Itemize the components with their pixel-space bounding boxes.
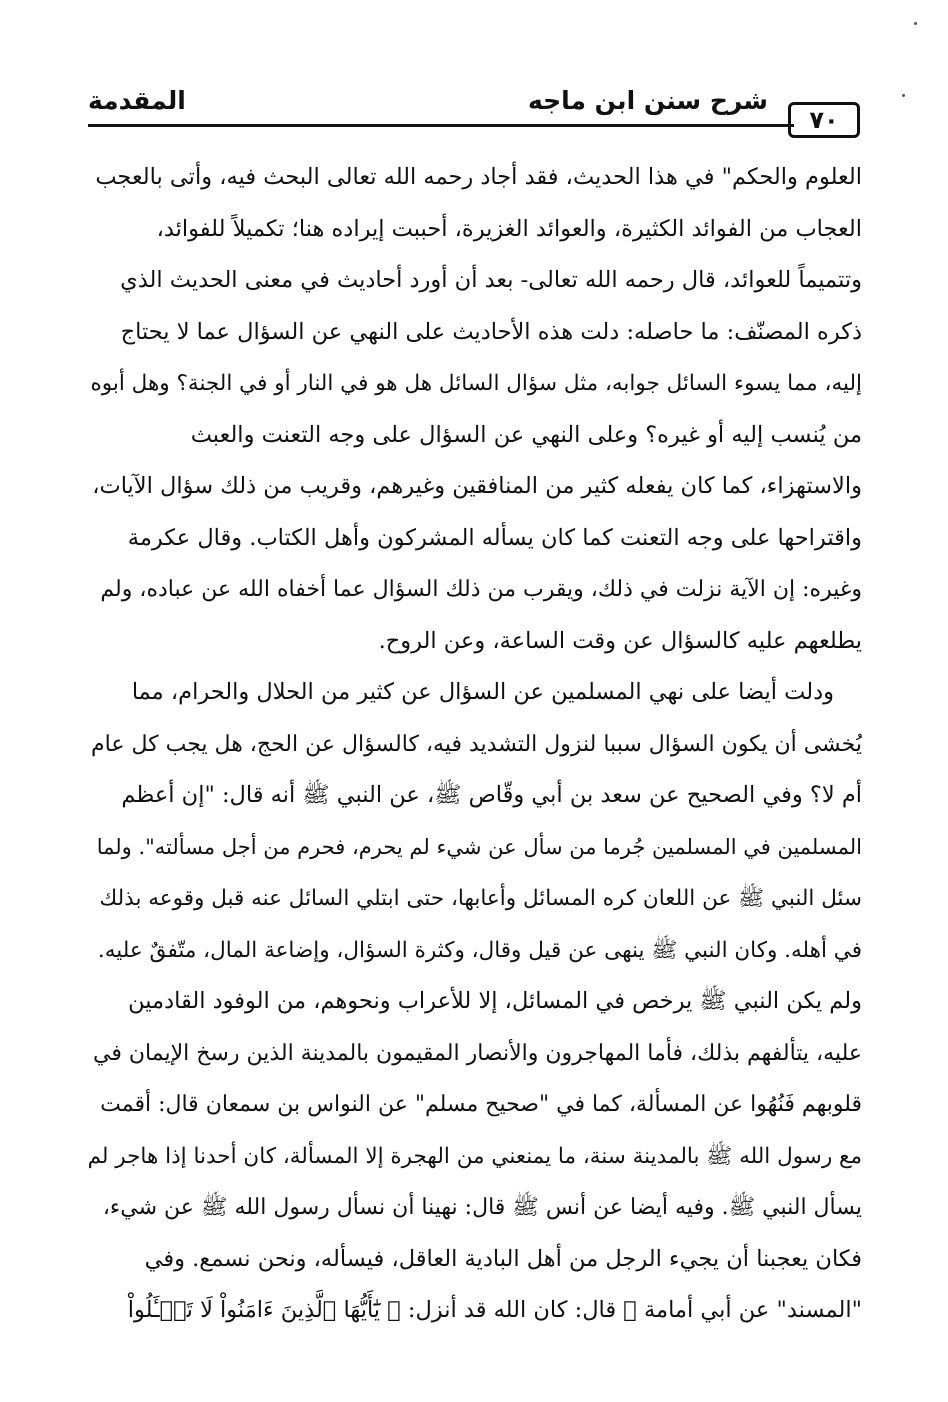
- page-header: [88, 82, 860, 142]
- text-line: العلوم والحكم" في هذا الحديث، فقد أجاد رحمه الله تعالى البحث فيه، وأتى بالعجب: [95, 164, 862, 190]
- text-line: "المسند" عن أبي أمامة ﷺ قال: كان الله قد أنزل: ﴿ يَٰٓأَيُّهَا ٱلَّذِينَ ءَامَنُواْ لَا تَسۡـَٔلُواْ: [127, 1297, 862, 1323]
- text-line: ولم يكن النبي ﷺ يرخص في المسائل، إلا للأعراب ونحوهم، من الوفود القادمين: [128, 988, 862, 1014]
- text-line: وغيره: إن الآية نزلت في ذلك، ويقرب من ذلك السؤال عما أخفاه الله عن عباده، ولم: [100, 577, 862, 602]
- text-line: سئل النبي ﷺ عن اللعان كره المسائل وأعابها، حتى ابتلي السائل عنه قبل وقوعه بذلك: [99, 886, 862, 911]
- text-line: المسلمين في المسلمين جُرما من سأل عن شيء لم يحرم، فحرم من أجل مسألته". ولما: [96, 834, 862, 859]
- text-line: عليه، يتألفهم بذلك، فأما المهاجرون والأنصار المقيمون بالمدينة الذين رسخ الإيمان في: [93, 1040, 862, 1066]
- text-line: مع رسول الله ﷺ بالمدينة سنة، ما يمنعني من الهجرة إلا المسألة، كان أحدنا إذا هاجر لم: [88, 1143, 862, 1169]
- text-line: واقتراحها على وجه التعنت كما كان يسأله المشركون وأهل الكتاب. وقال عكرمة: [127, 524, 862, 551]
- text-line: قلوبهم فَنُهُوا عن المسألة، كما في "صحيح مسلم" عن النواس بن سمعان قال: أقمت: [100, 1092, 862, 1117]
- body-text: [88, 152, 862, 1337]
- header-rule: [88, 124, 794, 127]
- text-line: يسأل النبي ﷺ. وفيه أيضا عن أنس ﷺ قال: نهينا أن نسأل رسول الله ﷺ عن شيء،: [102, 1195, 862, 1220]
- text-line: وتتميماً للعوائد، قال رحمه الله تعالى- بعد أن أورد أحاديث في معنى الحديث الذي: [120, 267, 862, 293]
- text-line: أم لا؟ وفي الصحيح عن سعد بن أبي وقّاص ﷺ، عن النبي ﷺ أنه قال: "إن أعظم: [121, 782, 862, 808]
- scan-speck: [914, 22, 917, 25]
- text-line: يُخشى أن يكون السؤال سببا لنزول التشديد فيه، كالسؤال عن الحج، هل يجب كل عام: [91, 731, 862, 757]
- section-title: المقدمة: [88, 86, 186, 115]
- text-line: ودلت أيضا على نهي المسلمين عن السؤال عن كثير من الحلال والحرام، مما: [131, 679, 834, 705]
- text-line: إليه، مما يسوء السائل جوابه، مثل سؤال السائل هل هو في النار أو في الجنة؟ وهل أبوه: [90, 371, 862, 396]
- text-line: فكان يعجبنا أن يجيء الرجل من أهل البادية العاقل، فيسأله، ونحن نسمع. وفي: [144, 1245, 862, 1272]
- page-number: ٧٠: [809, 106, 839, 134]
- page-number-box: [788, 102, 860, 138]
- text-line: العجاب من الفوائد الكثيرة، والعوائد الغزيرة، أحببت إيراده هنا؛ تكميلاً للفوائد،: [156, 215, 862, 242]
- text-line: ذكره المصنّف: ما حاصله: دلت هذه الأحاديث على النهي عن السؤال عما لا يحتاج: [120, 318, 862, 345]
- text-line: من يُنسب إليه أو غيره؟ وعلى النهي عن السؤال على وجه التعنت والعبث: [190, 421, 862, 448]
- text-line: والاستهزاء، كما كان يفعله كثير من المنافقين وغيرهم، وقريب من ذلك سؤال الآيات،: [92, 473, 862, 499]
- text-line: يطلعهم عليه كالسؤال عن وقت الساعة، وعن الروح.: [378, 627, 862, 654]
- book-title: شرح سنن ابن ماجه: [527, 86, 768, 115]
- text-line: في أهله. وكان النبي ﷺ ينهى عن قيل وقال، وكثرة السؤال، وإضاعة المال، متّفقٌ عليه.: [97, 937, 862, 963]
- scan-speck: [902, 94, 905, 97]
